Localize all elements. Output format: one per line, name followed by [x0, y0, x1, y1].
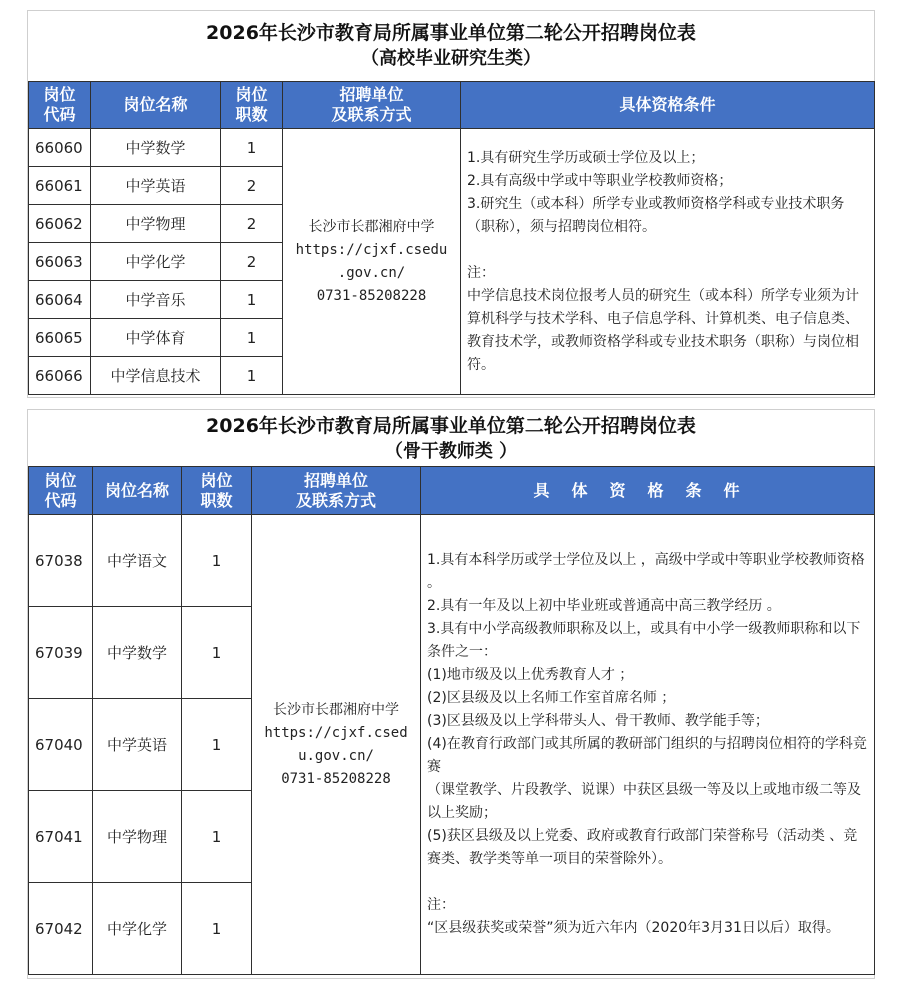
post-code: 66063: [29, 243, 91, 281]
table2-block: [27, 409, 875, 979]
table2: [28, 466, 875, 975]
header-unit: 招聘单位 及联系方式: [252, 467, 421, 515]
post-name: 中学数学: [93, 607, 182, 699]
note-text: “区县级获奖或荣誉”须为近六年内（2020年3月31日以后）取得。: [427, 920, 840, 936]
post-name: 中学化学: [93, 883, 182, 975]
post-name: 中学数学: [91, 129, 221, 167]
post-code: 67038: [29, 515, 93, 607]
post-code: 67040: [29, 699, 93, 791]
table1-block: [27, 10, 875, 398]
header-code: 岗位 代码: [29, 82, 91, 129]
recruiting-unit-contact: 长沙市长郡湘府中学 https://cjxf.csedu .gov.cn/ 0731-85208228: [283, 129, 461, 395]
post-code: 66060: [29, 129, 91, 167]
table1: [28, 81, 875, 395]
post-count: 1: [182, 699, 252, 791]
post-count: 2: [221, 167, 283, 205]
header-unit: 招聘单位 及联系方式: [283, 82, 461, 129]
recruiting-unit-contact: 长沙市长郡湘府中学 https://cjxf.csed u.gov.cn/ 0731-85208228: [252, 515, 421, 975]
post-code: 66065: [29, 319, 91, 357]
header-code: 岗位 代码: [29, 467, 93, 515]
requirements-cell: 1.具有研究生学历或硕士学位及以上； 2.具有高级中学或中等职业学校教师资格； 3.研究生（或本科）所学专业或教师资格学科或专业技术职务（职称），须与招聘岗位相符。 注： 中学信息技术岗位报考人员的研究生（或本科）所学专业须为计算机科学与技术学科、电子信息学科、计算机类、电子信息类、教育技术学，或教师资格学科或专业技术职务（职称）与岗位相符。: [461, 129, 875, 395]
post-code: 67039: [29, 607, 93, 699]
post-code: 66061: [29, 167, 91, 205]
post-code: 67042: [29, 883, 93, 975]
header-name: 岗位名称: [93, 467, 182, 515]
post-count: 1: [182, 791, 252, 883]
table-row: [29, 129, 875, 167]
note-label: 注：: [467, 264, 495, 281]
table2-header-row: [29, 467, 875, 515]
post-name: 中学体育: [91, 319, 221, 357]
post-name: 中学语文: [93, 515, 182, 607]
post-count: 1: [221, 357, 283, 395]
post-name: 中学信息技术: [91, 357, 221, 395]
table2-subtitle: （骨干教师类 ）: [384, 441, 518, 462]
post-name: 中学物理: [91, 205, 221, 243]
header-count: 岗位 职数: [182, 467, 252, 515]
post-code: 67041: [29, 791, 93, 883]
requirements-cell: 1.具有本科学历或学士学位及以上 ，高级中学或中等职业学校教师资格 。 2.具有一年及以上初中毕业班或普通高中高三教学经历 。 3.具有中小学高级教师职称及以上，或具有中小学一级教师职称和以下条件之一： (1)地市级及以上优秀教育人才 ； (2)区县级及以上名师工作室首席名师 ； (3)区县级及以上学科带头人、骨干教师、教学能手等； (4)在教育行政部门或其所属的教研部门组织的与招聘岗位相符的学科竞赛 （课堂教学、片段教学、说课）中获区县级一等及以上或地市级二等及以上奖励； (5)获区县级及以上党委、政府或教育行政部门荣誉称号（活动类 、竞赛类、教学类等单一项目的荣誉除外）。 注： “区县级获奖或荣誉”须为近六年内（2020年3月31日以后）取得。: [421, 515, 875, 975]
table1-title-area: [28, 11, 874, 81]
post-count: 1: [182, 883, 252, 975]
post-count: 1: [221, 129, 283, 167]
header-requirements: 具体资格条件: [421, 467, 875, 515]
post-code: 66064: [29, 281, 91, 319]
note-text: 中学信息技术岗位报考人员的研究生（或本科）所学专业须为计算机科学与技术学科、电子信息学科、计算机类、电子信息类、教育技术学，或教师资格学科或专业技术职务（职称）与岗位相符。: [467, 287, 859, 373]
post-count: 1: [182, 515, 252, 607]
table2-title-area: [28, 410, 874, 466]
post-count: 1: [221, 281, 283, 319]
post-count: 2: [221, 243, 283, 281]
post-code: 66062: [29, 205, 91, 243]
note-label: 注：: [427, 897, 455, 913]
header-count: 岗位 职数: [221, 82, 283, 129]
post-count: 2: [221, 205, 283, 243]
table1-title: 2026年长沙市教育局所属事业单位第二轮公开招聘岗位表: [206, 22, 696, 44]
post-name: 中学化学: [91, 243, 221, 281]
post-count: 1: [182, 607, 252, 699]
post-count: 1: [221, 319, 283, 357]
table1-header-row: [29, 82, 875, 129]
table2-title: 2026年长沙市教育局所属事业单位第二轮公开招聘岗位表: [206, 415, 696, 437]
post-name: 中学物理: [93, 791, 182, 883]
header-name: 岗位名称: [91, 82, 221, 129]
post-name: 中学英语: [93, 699, 182, 791]
table1-subtitle: （高校毕业研究生类）: [361, 48, 541, 69]
header-requirements: 具体资格条件: [461, 82, 875, 129]
post-name: 中学音乐: [91, 281, 221, 319]
post-code: 66066: [29, 357, 91, 395]
post-name: 中学英语: [91, 167, 221, 205]
table-row: [29, 515, 875, 607]
